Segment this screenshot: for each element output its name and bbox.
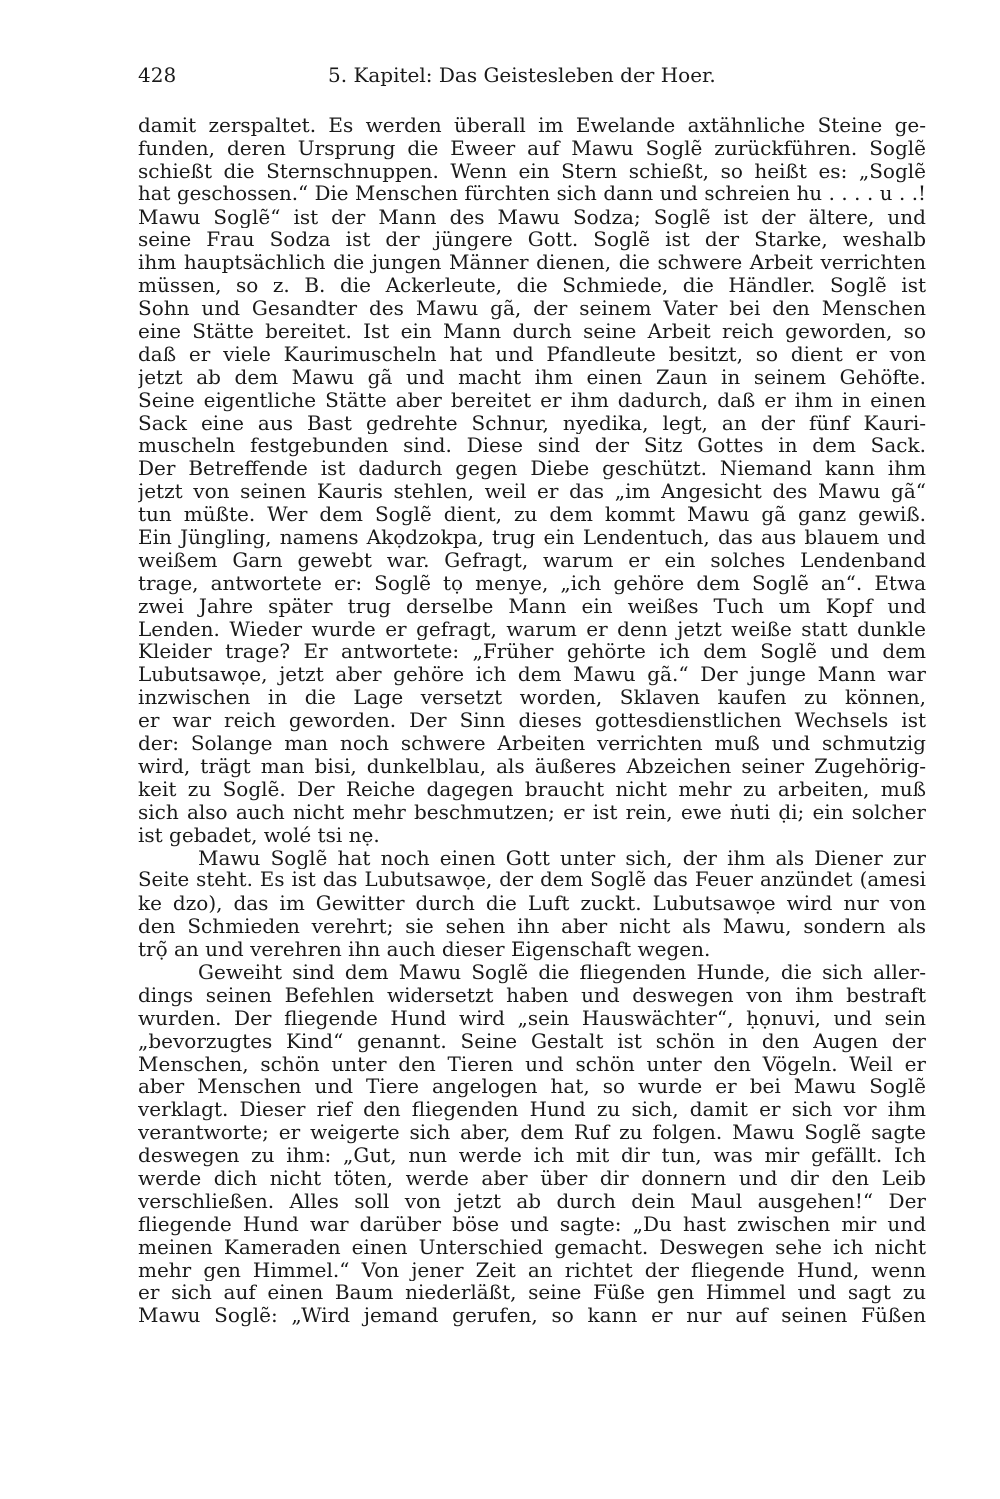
- text-line: „bevorzugtes Kind“ genannt. Seine Gestalt ist schön in den Augen der: [138, 1029, 926, 1053]
- text-line: muscheln festgebunden sind. Diese sind der Sitz Gottes in dem Sack.: [138, 434, 926, 458]
- text-line: Der Betreffende ist dadurch gegen Diebe geschützt. Niemand kann ihm: [138, 457, 926, 481]
- text-line: Seine eigentliche Stätte aber bereitet er ihm dadurch, daß er ihm in einen: [138, 388, 926, 412]
- text-line: ke dzo), das im Gewitter durch die Luft zuckt. Lubutsawọe wird nur von: [138, 892, 926, 916]
- text-line: Lenden. Wieder wurde er gefragt, warum er denn jetzt weiße statt dunkle: [138, 617, 926, 641]
- text-line: Sack eine aus Bast gedrehte Schnur, nyedika, legt, an der fünf Kauri-: [138, 411, 926, 435]
- text-line: müssen, so z. B. die Ackerleute, die Schmiede, die Händler. Soglẽ ist: [138, 274, 926, 298]
- text-line: funden, deren Ursprung die Eweer auf Mawu Soglẽ zurückführen. Soglẽ: [138, 136, 926, 160]
- text-line: mehr gen Himmel.“ Von jener Zeit an richtet der fliegende Hund, wenn: [138, 1258, 926, 1282]
- text-line: weißem Garn gewebt war. Gefragt, warum er ein solches Lendenband: [138, 548, 926, 572]
- text-line: trọ̃ an und verehren ihn auch dieser Eigenschaft wegen.: [138, 938, 711, 961]
- text-line: Ein Jüngling, namens Akọdzokpa, trug ein Lendentuch, das aus blauem und: [138, 526, 926, 549]
- text-line: daß er viele Kaurimuscheln hat und Pfandleute besitzt, so dient er von: [138, 342, 926, 366]
- text-line: Geweiht sind dem Mawu Soglẽ die fliegenden Hunde, die sich aller-: [198, 960, 926, 984]
- text-line: dings seinen Befehlen widersetzt haben und deswegen von ihm bestraft: [138, 983, 926, 1007]
- text-line: ihm hauptsächlich die jungen Männer dienen, die schwere Arbeit verrichten: [138, 251, 926, 275]
- text-line: seine Frau Sodza ist der jüngere Gott. Soglẽ ist der Starke, weshalb: [138, 228, 926, 252]
- text-line: Menschen, schön unter den Tieren und schön unter den Vögeln. Weil er: [138, 1052, 926, 1076]
- text-line: werde dich nicht töten, werde aber über dir donnern und dir den Leib: [138, 1166, 926, 1190]
- text-line: trage, antwortete er: Soglẽ tọ menye, „ich gehöre dem Soglẽ an“. Etwa: [138, 571, 926, 595]
- text-line: wurden. Der fliegende Hund wird „sein Hauswächter“, ḥọnuvi, und sein: [138, 1006, 926, 1030]
- text-line: inzwischen in die Lage versetzt worden, Sklaven kaufen zu können,: [138, 686, 926, 710]
- text-line: Mawu Soglẽ: „Wird jemand gerufen, so kann er nur auf seinen Füßen: [138, 1304, 926, 1328]
- text-line: jetzt von seinen Kauris stehlen, weil er das „im Angesicht des Mawu gã“: [138, 480, 926, 504]
- text-line: eine Stätte bereitet. Ist ein Mann durch seine Arbeit reich geworden, so: [138, 320, 926, 343]
- text-line: sich also auch nicht mehr beschmutzen; er ist rein, ewe ṅuti ḍi; ein solcher: [138, 800, 926, 824]
- text-line: er war reich geworden. Der Sinn dieses gottesdienstlichen Wechsels ist: [138, 709, 926, 733]
- text-line: Seite steht. Es ist das Lubutsawọe, der dem Soglẽ das Feuer anzündet (amesi: [138, 869, 926, 892]
- page-number: 428: [138, 63, 177, 87]
- text-line: fliegende Hund war darüber böse und sagte: „Du hast zwischen mir und: [138, 1212, 926, 1236]
- text-line: deswegen zu ihm: „Gut, nun werde ich mit dir tun, was mir gefällt. Ich: [138, 1144, 926, 1167]
- text-line: verklagt. Dieser rief den fliegenden Hund zu sich, damit er sich vor ihm: [138, 1098, 926, 1122]
- text-line: Lubutsawọe, jetzt aber gehöre ich dem Mawu gã.“ Der junge Mann war: [138, 663, 926, 687]
- text-line: aber Menschen und Tiere angelogen hat, so wurde er bei Mawu Soglẽ: [138, 1075, 926, 1099]
- text-line: schießt die Sternschnuppen. Wenn ein Stern schießt, so heißt es: „Soglẽ: [138, 159, 926, 183]
- text-line: damit zerspaltet. Es werden überall im Ewelande axtähnliche Steine ge-: [138, 114, 926, 137]
- text-line: der: Solange man noch schwere Arbeiten verrichten muß und schmutzig: [138, 732, 926, 755]
- text-line: verschließen. Alles soll von jetzt ab durch dein Maul ausgehen!“ Der: [138, 1189, 926, 1213]
- text-line: ist gebadet, wolé tsi nẹ.: [138, 823, 380, 847]
- page-header: [138, 60, 926, 90]
- text-line: jetzt ab dem Mawu gã und macht ihm einen Zaun in seinem Gehöfte.: [138, 365, 926, 389]
- text-line: Mawu Soglẽ“ ist der Mann des Mawu Sodza; Soglẽ ist der ältere, und: [138, 205, 926, 229]
- text-line: hat geschossen.“ Die Menschen fürchten sich dann und schreien hu . . . . u . .!: [138, 182, 926, 205]
- text-line: keit zu Soglẽ. Der Reiche dagegen braucht nicht mehr zu arbeiten, muß: [138, 777, 926, 801]
- text-line: Sohn und Gesandter des Mawu gã, der seinem Vater bei den Menschen: [138, 297, 926, 321]
- text-line: tun müßte. Wer dem Soglẽ dient, zu dem kommt Mawu gã ganz gewiß.: [138, 503, 926, 527]
- text-line: Kleider trage? Er antwortete: „Früher gehörte ich dem Soglẽ und dem: [138, 640, 926, 664]
- text-line: Mawu Soglẽ hat noch einen Gott unter sich, der ihm als Diener zur: [198, 846, 926, 870]
- text-line: er sich auf einen Baum niederläßt, seine Füße gen Himmel und sagt zu: [138, 1281, 926, 1305]
- body-text: [138, 114, 926, 1327]
- text-line: verantworte; er weigerte sich aber, dem Ruf zu folgen. Mawu Soglẽ sagte: [138, 1121, 926, 1145]
- text-line: meinen Kameraden einen Unterschied gemacht. Deswegen sehe ich nicht: [138, 1235, 926, 1259]
- text-line: wird, trägt man bisi, dunkelblau, als äußeres Abzeichen seiner Zugehörig-: [138, 754, 926, 778]
- text-line: zwei Jahre später trug derselbe Mann ein weißes Tuch um Kopf und: [138, 594, 926, 618]
- running-title: 5. Kapitel: Das Geistesleben der Hoer.: [328, 63, 716, 87]
- text-line: den Schmieden verehrt; sie sehen ihn aber nicht als Mawu, sondern als: [138, 915, 926, 939]
